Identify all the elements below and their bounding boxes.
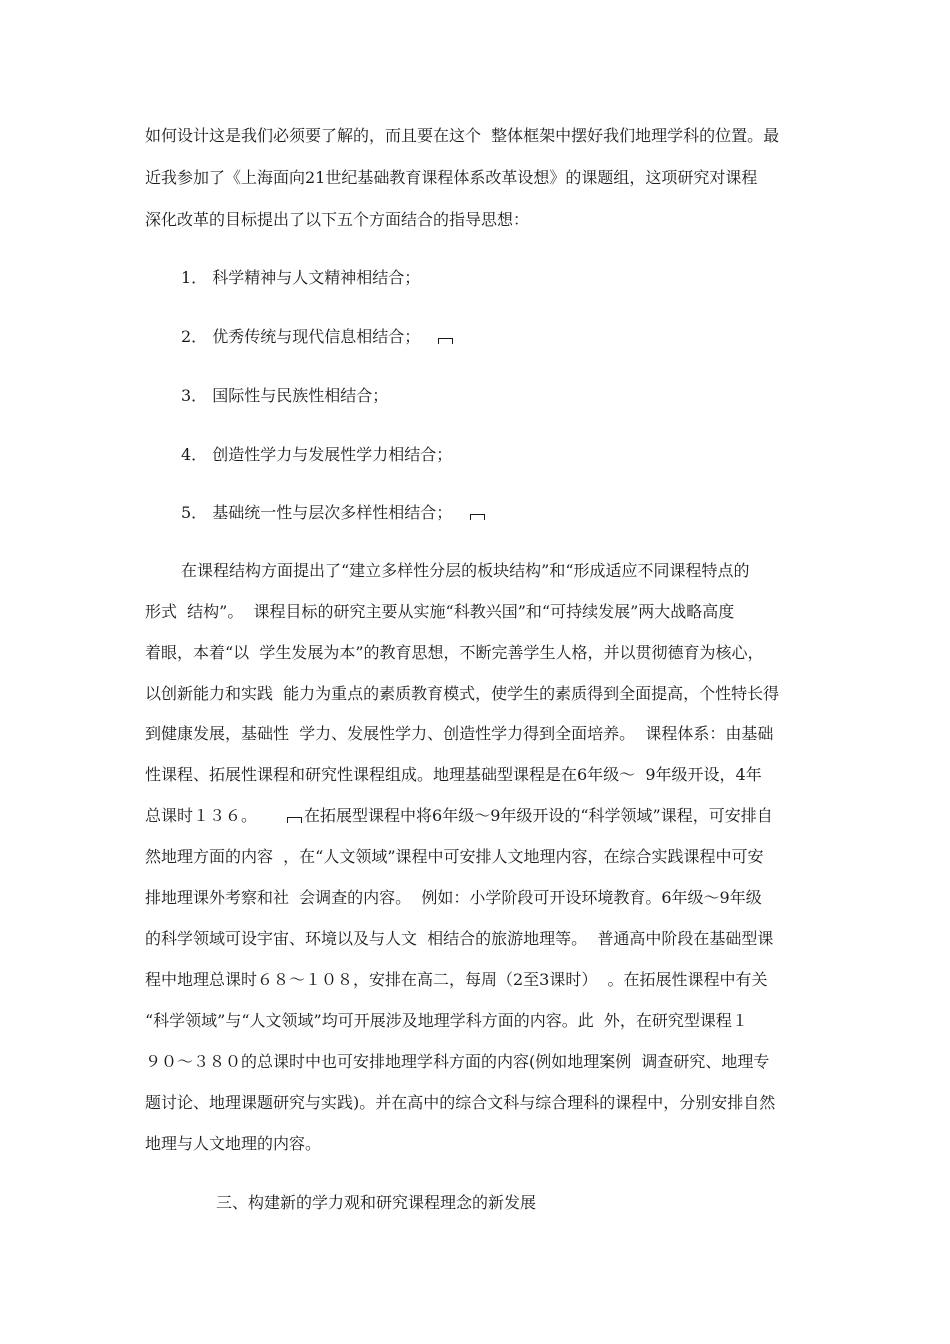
list-item-4: 4． 创造性学力与发展性学力相结合； (181, 445, 453, 464)
intro-line-2: 近我参加了《上海面向21世纪基础教育课程体系改革设想》的课题组，这项研究对课程 (145, 168, 758, 187)
intro-line-1: 如何设计这是我们必须要了解的，而且要在这个 整体框架中摆好我们地理学科的位置。最 (145, 126, 780, 145)
body-line-11: 程中地理总课时６８～１０８，安排在高二，每周（2至3课时） 。在拓展性课程中有关 (145, 970, 768, 989)
body-line-14: 题讨论、地理课题研究与实践)。并在高中的综合文科与综合理科的课程中，分别安排自然 (145, 1093, 776, 1112)
body-line-6: 性课程、拓展性课程和研究性课程组成。地理基础型课程是在6年级～ 9年级开设，4年 (145, 765, 762, 784)
list-item-3: 3． 国际性与民族性相结合； (181, 386, 389, 405)
insertion-mark-icon (438, 338, 453, 344)
body-line-4: 以创新能力和实践 能力为重点的素质教育模式，使学生的素质得到全面提高，个性特长得 (145, 684, 780, 703)
body-line-1: 在课程结构方面提出了“建立多样性分层的板块结构”和“形成适应不同课程特点的 (181, 561, 750, 580)
section-heading: 三、构建新的学力观和研究课程理念的新发展 (216, 1193, 537, 1212)
body-line-3: 着眼，本着“以 学生发展为本”的教育思想，不断完善学生人格，并以贯彻德育为核心， (145, 643, 764, 662)
body-line-7 (145, 806, 773, 826)
body-line-15: 地理与人文地理的内容。 (145, 1134, 322, 1153)
body-line-10: 的科学领域可设宇宙、环境以及与人文 相结合的旅游地理等。 普通高中阶段在基础型课 (145, 929, 774, 948)
body-line-7-text-cont: 在拓展型课程中将6年级～9年级开设的“科学领域”课程，可安排自 (304, 806, 773, 825)
body-line-5: 到健康发展，基础性 学力、发展性学力、创造性学力得到全面培养。 课程体系：由基础 (145, 724, 774, 743)
list-item-1: 1． 科学精神与人文精神相结合； (181, 268, 421, 287)
list-item-2 (181, 327, 453, 347)
body-line-12: “科学领域”与“人文领域”均可开展涉及地理学科方面的内容。此 外，在研究型课程１ (145, 1011, 748, 1030)
insertion-mark-icon (287, 817, 302, 823)
intro-line-3: 深化改革的目标提出了以下五个方面结合的指导思想： (145, 210, 530, 229)
list-item-2-text: 2． 优秀传统与现代信息相结合； (181, 327, 421, 346)
body-line-9: 排地理课外考察和社 会调查的内容。 例如：小学阶段可开设环境教育。6年级～9年级 (145, 888, 762, 907)
list-item-5 (181, 503, 485, 523)
list-item-5-text: 5． 基础统一性与层次多样性相结合； (181, 503, 453, 522)
body-line-8: 然地理方面的内容 ，在“人文领域”课程中可安排人文地理内容，在综合实践课程中可安 (145, 847, 764, 866)
body-line-2: 形式 结构”。 课程目标的研究主要从实施“科教兴国”和“可持续发展”两大战略高度 (145, 602, 735, 621)
insertion-mark-icon (470, 514, 485, 520)
body-line-13: ９０～３８０的总课时中也可安排地理学科方面的内容(例如地理案例 调查研究、地理专 (145, 1052, 770, 1071)
body-line-7-text: 总课时１３６。 (145, 806, 258, 825)
